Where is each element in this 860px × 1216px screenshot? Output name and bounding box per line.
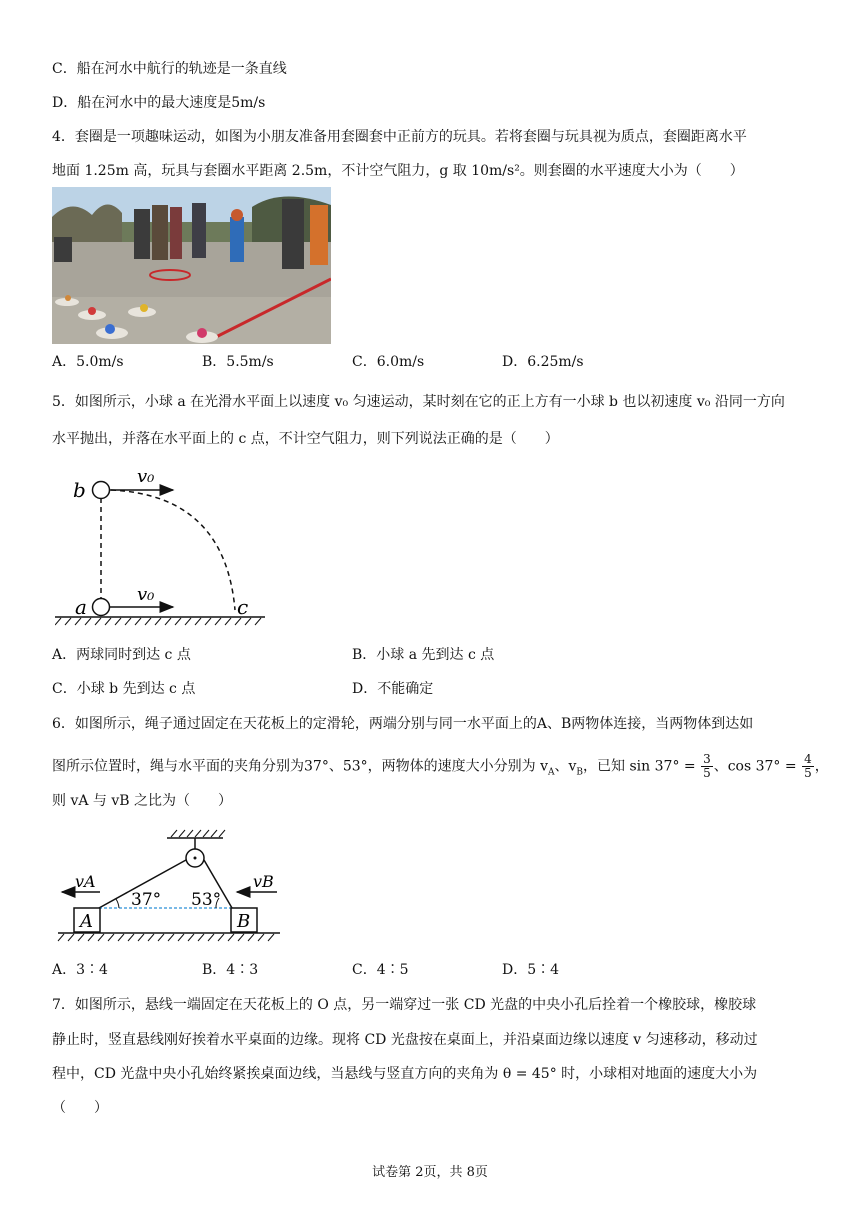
- q4-option-d: D．6.25m/s: [502, 354, 584, 370]
- label-b: b: [73, 478, 86, 502]
- q6-stem-line3: 则 vA 与 vB 之比为（ ）: [52, 793, 233, 809]
- label-A: A: [80, 911, 93, 932]
- label-vA: vA: [75, 872, 96, 891]
- page-footer: 试卷第 2页，共 8页: [372, 1165, 488, 1180]
- label-c: c: [237, 595, 249, 619]
- q6-stem-line2: 图所示位置时，绳与水平面的夹角分别为37°、53°，两物体的速度大小分别为 $v_A$、$v_B$，已知 sin 37° = $\frac{3}{5}$ 、cos 37° = $\frac{4}{5}$ ，: [52, 752, 829, 780]
- q6-option-a: A．3∶4: [52, 962, 108, 978]
- label-v0-top: v₀: [137, 466, 155, 487]
- q4-option-c: C．6.0m/s: [352, 354, 425, 370]
- q7-stem-line1: 7．如图所示，悬线一端固定在天花板上的 O 点，另一端穿过一张 CD 光盘的中央小孔后拴着一个橡胶球，橡胶球: [52, 997, 757, 1013]
- q4-option-a: A．5.0m/s: [52, 354, 124, 370]
- q3-option-c: C．船在河水中航行的轨迹是一条直线: [52, 61, 287, 77]
- q5-stem-line1: 5．如图所示，小球 a 在光滑水平面上以速度 v₀ 匀速运动，某时刻在它的正上方有一小球 b 也以初速度 v₀ 沿同一方向: [52, 394, 785, 410]
- q6-pulley-diagram: [55, 828, 285, 943]
- q6-option-d: D．5∶4: [502, 962, 560, 978]
- q5-option-b: B．小球 a 先到达 c 点: [352, 647, 495, 663]
- sin-fraction: $\frac{3}{5}$: [703, 752, 711, 780]
- q5-stem-line2: 水平抛出，并落在水平面上的 c 点，不计空气阻力，则下列说法正确的是（ ）: [52, 431, 559, 447]
- label-B: B: [237, 911, 251, 932]
- q7-stem-line2: 静止时，竖直悬线刚好挨着水平桌面的边缘。现将 CD 光盘按在桌面上，并沿桌面边缘以速度 v 匀速移动，移动过: [52, 1032, 758, 1048]
- q7-stem-line4: （ ）: [52, 1100, 108, 1116]
- q5-option-d: D．不能确定: [352, 681, 434, 697]
- q6-stem-line1: 6．如图所示，绳子通过固定在天花板上的定滑轮，两端分别与同一水平面上的A、B两物体连接，当两物体到达如: [52, 716, 754, 732]
- label-angle-37: 37°: [131, 890, 162, 910]
- q6-option-b: B．4∶3: [202, 962, 259, 978]
- q4-option-b: B．5.5m/s: [202, 354, 274, 370]
- q4-stem-line1: 4．套圈是一项趣味运动，如图为小朋友准备用套圈套中正前方的玩具。若将套圈与玩具视为质点，套圈距离水平: [52, 129, 747, 145]
- label-angle-53: 53°: [191, 890, 222, 910]
- q5-option-a: A．两球同时到达 c 点: [52, 647, 191, 663]
- cos-fraction: $\frac{4}{5}$: [804, 752, 812, 780]
- q3-option-d: D．船在河水中的最大速度是5m/s: [52, 95, 266, 111]
- q7-stem-line3: 程中，CD 光盘中央小孔始终紧挨桌面边线，当悬线与竖直方向的夹角为 θ = 45° 时，小球相对地面的速度大小为: [52, 1066, 758, 1082]
- q6-option-c: C．4∶5: [352, 962, 409, 978]
- label-vB: vB: [253, 872, 274, 891]
- q4-stem-line2: 地面 1.25m 高，玩具与套圈水平距离 2.5m，不计空气阻力，g 取 10m/s²。则套圈的水平速度大小为（ ）: [52, 163, 744, 179]
- ring-toss-photo: [52, 187, 331, 344]
- label-v0-bottom: v₀: [137, 584, 155, 605]
- q5-option-c: C．小球 b 先到达 c 点: [52, 681, 196, 697]
- label-a: a: [75, 595, 87, 619]
- q5-projectile-diagram: [55, 460, 270, 630]
